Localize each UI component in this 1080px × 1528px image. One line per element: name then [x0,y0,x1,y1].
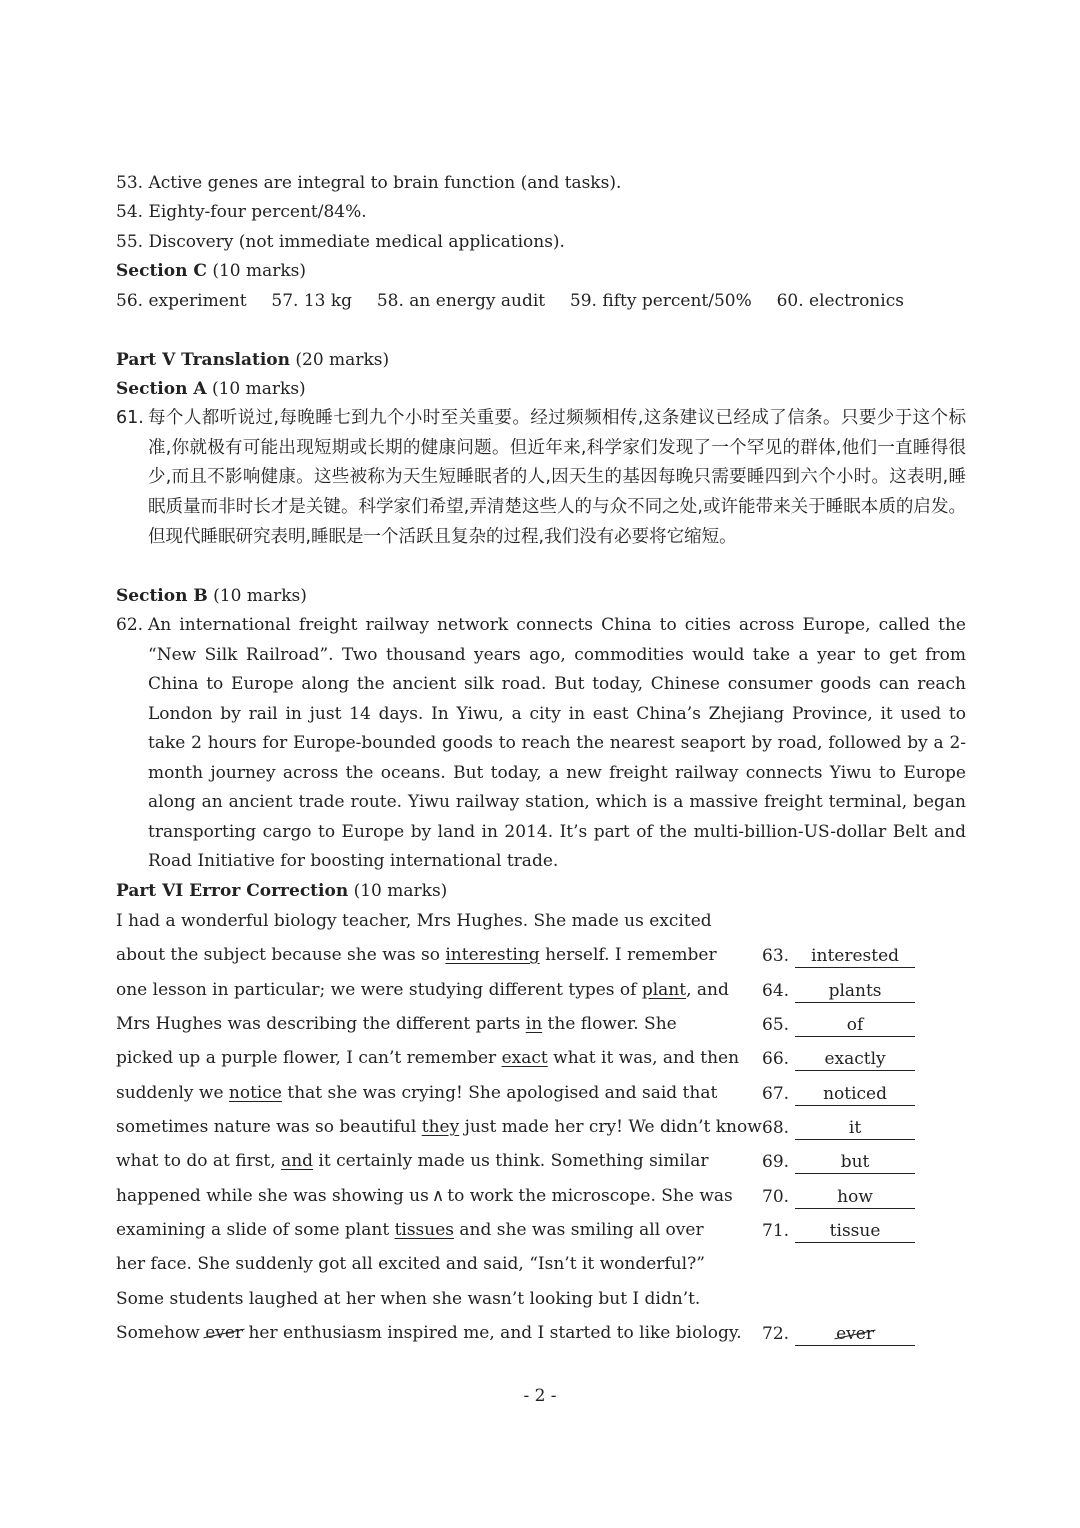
translation-61 [116,404,966,553]
text-segment: Mrs Hughes was describing the different parts [116,1014,526,1034]
text-segment: what to do at first, [116,1151,282,1171]
answer-64 [762,980,915,1003]
section-b-marks: (10 marks) [213,586,307,606]
section-c-marks: (10 marks) [212,261,307,281]
text-segment: and she was smiling all over [454,1220,704,1240]
text-segment: herself. I remember [539,945,717,965]
answer-number: 71. [762,1221,790,1241]
answer-blank: it [795,1117,915,1140]
answer-number: 70. [762,1187,790,1207]
text-segment: the flower. She [542,1014,677,1034]
passage-line-4 [116,1014,677,1034]
answer-60: 60. electronics [776,291,904,311]
answer-57: 57. 13 kg [271,291,353,311]
text-segment: what it was, and then [547,1048,740,1068]
answer-number: 67. [762,1084,790,1104]
translation-61-text: 每个人都听说过,每晚睡七到九个小时至关重要。经过频频相传,这条建议已经成了信条。只要少于这个标准,你就极有可能出现短期或长期的健康问题。但近年来,科学家们发现了一个罕见的群体,他们一直睡得很少,而且不影响健康。这些被称为天生短睡眠者的人,因天生的基因每晚只需要睡四到六个小时。这表明,睡眠质量而非时长才是关键。科学家们希望,弄清楚这些人的与众不同之处,或许能带来关于睡眠本质的启发。但现代睡眠研究表明,睡眠是一个活跃且复杂的过程,我们没有必要将它缩短。 [148,408,966,547]
section-b-title: Section B [116,586,208,606]
error-word-66: exact [501,1048,548,1068]
translation-62 [116,611,966,877]
answer-number: 69. [762,1152,790,1172]
text-segment: suddenly we [116,1083,229,1103]
error-word-64: plant [641,980,687,1000]
answer-number: 68. [762,1118,790,1138]
passage-line-7 [116,1117,762,1137]
deleted-word-72: ever [205,1323,244,1343]
section-a-heading [116,379,306,399]
answer-blank: but [795,1151,915,1174]
answer-72 [762,1323,915,1346]
section-c-title: Section C [116,261,207,281]
part-5-title: Part V Translation [116,350,290,370]
passage-line-8 [116,1151,709,1171]
error-word-67: notice [228,1083,282,1103]
section-c-heading [116,261,306,281]
text-segment: her enthusiasm inspired me, and I started to like biology. [243,1323,742,1343]
passage-line-13 [116,1323,742,1343]
struck-answer: ever [836,1324,874,1344]
answer-blank: tissue [795,1220,915,1243]
text-segment: just made her cry! We didn’t know [459,1117,762,1137]
part-5-marks: (20 marks) [295,350,390,370]
passage-line-2 [116,945,717,965]
text-segment: that she was crying! She apologised and said that [281,1083,718,1103]
answer-blank [795,1323,915,1346]
part-6-heading [116,881,447,901]
section-c-answers [116,291,904,311]
passage-line-11: her face. She suddenly got all excited and said, “Isn’t it wonderful?” [116,1254,705,1274]
error-word-68: they [421,1117,460,1137]
answer-number: 65. [762,1015,790,1035]
answer-number: 64. [762,981,790,1001]
answer-56: 56. experiment [116,291,247,311]
answer-53: 53. Active genes are integral to brain function (and tasks). [116,173,622,193]
error-word-69: and [281,1151,314,1171]
answer-55: 55. Discovery (not immediate medical applications). [116,232,565,252]
answer-number: 66. [762,1049,790,1069]
answer-blank: exactly [795,1048,915,1071]
error-word-71: tissues [394,1220,455,1240]
passage-line-6 [116,1083,717,1103]
answer-blank: of [795,1014,915,1037]
answer-54: 54. Eighty-four percent/84%. [116,202,367,222]
part-6-title: Part VI Error Correction [116,881,349,901]
text-segment: to work the microscope. She was [447,1186,733,1206]
answer-number: 63. [762,946,790,966]
answer-67 [762,1083,915,1106]
question-number-62: 62. [116,615,144,635]
answer-65 [762,1014,915,1037]
error-word-65: in [525,1014,543,1034]
answer-59: 59. fifty percent/50% [569,291,752,311]
text-segment: , and [686,980,729,1000]
passage-line-12: Some students laughed at her when she wasn’t looking but I didn’t. [116,1289,701,1309]
passage-line-9 [116,1186,733,1206]
answer-63 [762,945,915,968]
text-segment: sometimes nature was so beautiful [116,1117,422,1137]
section-a-marks: (10 marks) [211,379,306,399]
answer-blank: plants [795,980,915,1003]
passage-line-10 [116,1220,704,1240]
text-segment: examining a slide of some plant [116,1220,395,1240]
answer-58: 58. an energy audit [376,291,546,311]
answer-71 [762,1220,915,1243]
question-number-61: 61. [116,408,144,428]
answer-69 [762,1151,915,1174]
insertion-caret-70: ∧ [431,1186,445,1206]
translation-62-text: An international freight railway network connects China to cities across Europe, called the “New Silk Railroad”. Two thousand years ago, commodities would take a year to get from China to Europe along the ancient silk road. But today, Chinese consumer goods can reach London by rail in just 14 days. In Yiwu, a city in east China’s Zhejiang Province, it used to take 2 hours for Europe-bounded goods to reach the nearest seaport by road, followed by a 2-month journey across the oceans. But today, a new freight railway connects Yiwu to Europe along an ancient trade route. Yiwu railway station, which is a massive freight terminal, began transporting cargo to Europe by land in 2014. It’s part of the multi-billion-US-dollar Belt and Road Initiative for boosting international trade. [148,615,966,871]
answer-blank: how [795,1186,915,1209]
part-6-marks: (10 marks) [353,881,448,901]
answer-blank: noticed [795,1083,915,1106]
section-a-title: Section A [116,379,207,399]
section-b-heading [116,586,307,606]
answer-70 [762,1186,915,1209]
part-5-heading [116,350,389,370]
answer-66 [762,1048,915,1071]
answer-blank: interested [795,945,915,968]
page-number: - 2 - [523,1386,557,1406]
answer-68 [762,1117,915,1140]
text-segment: happened while she was showing us [116,1186,429,1206]
error-word-63: interesting [445,945,540,965]
text-segment: picked up a purple flower, I can’t remember [116,1048,502,1068]
passage-line-3 [116,980,729,1000]
passage-line-5 [116,1048,739,1068]
text-segment: about the subject because she was so [116,945,446,965]
answer-number: 72. [762,1324,790,1344]
text-segment: one lesson in particular; we were studying different types of [116,980,642,1000]
text-segment: Somehow [116,1323,206,1343]
passage-line-1: I had a wonderful biology teacher, Mrs Hughes. She made us excited [116,911,712,931]
text-segment: it certainly made us think. Something similar [313,1151,709,1171]
